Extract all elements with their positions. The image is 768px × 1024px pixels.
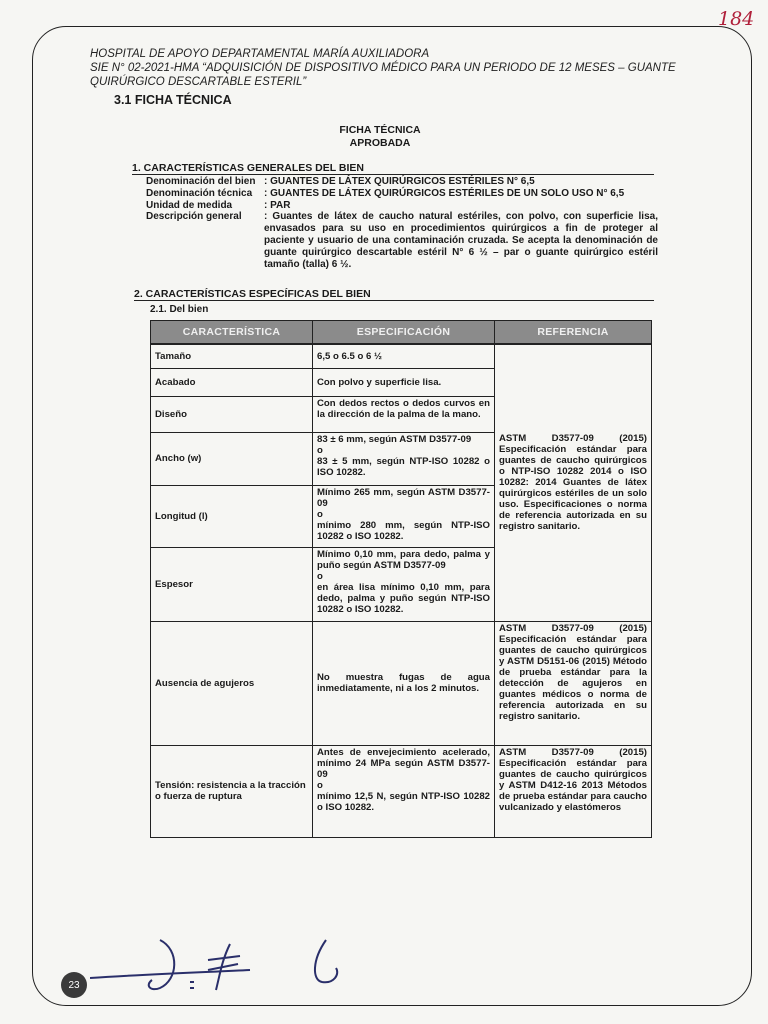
table-row bbox=[151, 344, 652, 368]
spec-table bbox=[150, 320, 652, 838]
general-key: Unidad de medida bbox=[146, 199, 233, 211]
cell-characteristic: Ausencia de agujeros bbox=[151, 621, 313, 745]
cell-characteristic: Longitud (l) bbox=[151, 485, 313, 547]
cell-characteristic: Ancho (w) bbox=[151, 432, 313, 485]
document-header bbox=[90, 47, 710, 89]
folio-number: 184 bbox=[718, 8, 755, 30]
sheet-title-line1: FICHA TÉCNICA bbox=[339, 124, 421, 136]
sheet-title-line2: APROBADA bbox=[349, 137, 411, 149]
general-value: : Guantes de látex de caucho natural estériles, con polvo, con superficie lisa, envasados para su uso en procedimientos quirúrgicos a fin de proteger al paciente y usuario de una contaminación cruzada. Se acepta la denominación de guante quirúrgico descartable estéril N° 6 ½ – par o guante quirúrgico estéril tamaño (talla) 6 ½. bbox=[264, 211, 658, 270]
table-row bbox=[151, 745, 652, 837]
cell-reference: ASTM D3577-09 (2015) Especificación estándar para guantes de caucho quirúrgicos y ASTM D5151-06 (2015) Método de prueba estándar para la detección de agujeros en guantes médicos o norma de referencia autorizada en su registro sanitario. bbox=[495, 621, 652, 745]
cell-reference: ASTM D3577-09 (2015) Especificación estándar para guantes de caucho quirúrgicos y ASTM D412-16 2013 Métodos de prueba estándar para caucho vulcanizado y elastómeros bbox=[495, 745, 652, 837]
cell-specification: Mínimo 0,10 mm, para dedo, palma y puño según ASTM D3577-09 o en área lisa mínimo 0,10 mm, para dedo, palma y puño según NTP-ISO 10282 o ISO 10282. bbox=[313, 547, 495, 621]
specific-subheading: 2.1. Del bien bbox=[150, 304, 209, 315]
column-header-characteristic: CARACTERÍSTICA bbox=[151, 321, 313, 345]
header-process: SIE N° 02-2021-HMA “ADQUISICIÓN DE DISPOSITIVO MÉDICO PARA UN PERIODO DE 12 MESES – GUANTE QUIRÚRGICO DESCARTABLE ESTERIL” bbox=[90, 62, 676, 88]
general-key: Descripción general bbox=[146, 211, 242, 223]
divider bbox=[132, 174, 654, 175]
cell-characteristic: Diseño bbox=[151, 396, 313, 432]
general-row bbox=[146, 188, 658, 200]
general-key: Denominación técnica bbox=[146, 187, 253, 199]
section-title: 3.1 FICHA TÉCNICA bbox=[114, 93, 232, 107]
general-value: : PAR bbox=[264, 199, 291, 211]
table-row bbox=[151, 621, 652, 745]
page-number-badge: 23 bbox=[61, 972, 87, 998]
cell-characteristic: Tensión: resistencia a la tracción o fuerza de ruptura bbox=[151, 745, 313, 837]
specific-heading: 2. CARACTERÍSTICAS ESPECÍFICAS DEL BIEN bbox=[134, 288, 371, 300]
table-header-row bbox=[151, 321, 652, 345]
signature-icon bbox=[90, 930, 350, 1000]
cell-specification: Con polvo y superficie lisa. bbox=[313, 368, 495, 396]
cell-specification: Antes de envejecimiento acelerado, mínimo 24 MPa según ASTM D3577-09 o mínimo 12,5 N, según NTP-ISO 10282 o ISO 10282. bbox=[313, 745, 495, 837]
cell-reference: ASTM D3577-09 (2015) Especificación estándar para guantes de caucho quirúrgicos o NTP-ISO 10282 2014 o ISO 10282: 2014 Guantes de látex quirúrgicos estériles de un solo uso. Especificaciones o norma de referencia autorizada en su registro sanitario. bbox=[495, 344, 652, 621]
general-row bbox=[146, 200, 658, 212]
cell-specification: 83 ± 6 mm, según ASTM D3577-09 o 83 ± 5 mm, según NTP-ISO 10282 o ISO 10282. bbox=[313, 432, 495, 485]
cell-specification: Con dedos rectos o dedos curvos en la dirección de la palma de la mano. bbox=[313, 396, 495, 432]
cell-characteristic: Acabado bbox=[151, 368, 313, 396]
cell-specification: 6,5 o 6.5 o 6 ½ bbox=[313, 344, 495, 368]
general-row bbox=[146, 211, 658, 270]
divider bbox=[134, 300, 654, 301]
general-row bbox=[146, 176, 658, 188]
cell-characteristic: Tamaño bbox=[151, 344, 313, 368]
general-heading: 1. CARACTERÍSTICAS GENERALES DEL BIEN bbox=[132, 162, 364, 174]
header-hospital: HOSPITAL DE APOYO DEPARTAMENTAL MARÍA AUXILIADORA bbox=[90, 48, 430, 60]
column-header-specification: ESPECIFICACIÓN bbox=[313, 321, 495, 345]
general-key: Denominación del bien bbox=[146, 176, 256, 187]
general-characteristics bbox=[146, 176, 658, 270]
general-value: : GUANTES DE LÁTEX QUIRÚRGICOS ESTÉRILES N° 6,5 bbox=[264, 176, 535, 187]
cell-characteristic: Espesor bbox=[151, 547, 313, 621]
cell-specification: No muestra fugas de agua inmediatamente, ni a los 2 minutos. bbox=[313, 621, 495, 745]
general-value: : GUANTES DE LÁTEX QUIRÚRGICOS ESTÉRILES DE UN SOLO USO N° 6,5 bbox=[264, 187, 625, 199]
sheet-title bbox=[300, 124, 460, 150]
column-header-reference: REFERENCIA bbox=[495, 321, 652, 345]
cell-specification: Mínimo 265 mm, según ASTM D3577-09 o mínimo 280 mm, según NTP-ISO 10282 o ISO 10282. bbox=[313, 485, 495, 547]
